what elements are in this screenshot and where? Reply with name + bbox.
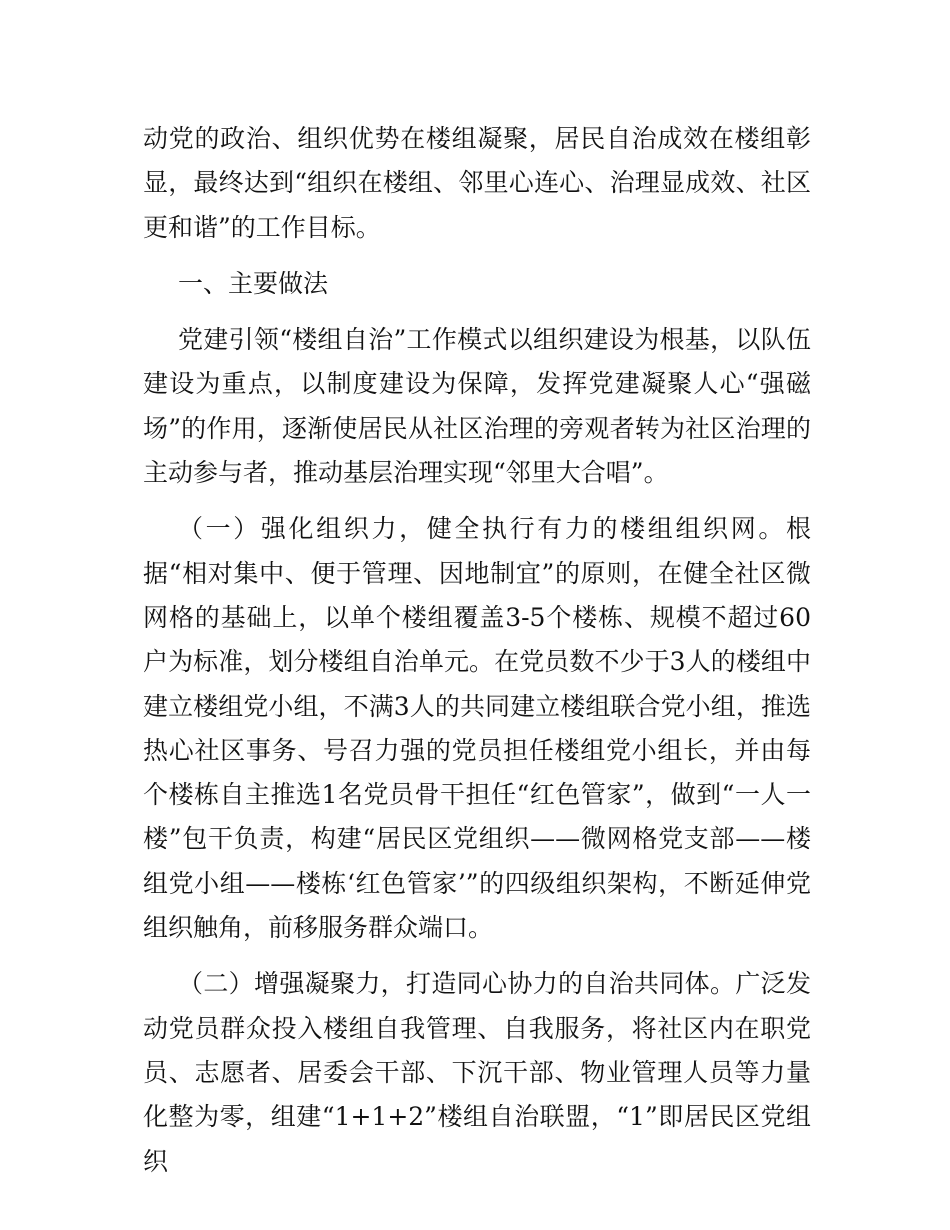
section-heading: 一、主要做法 (178, 268, 329, 298)
paragraph-organization: （一）强化组织力，健全执行有力的楼组组织网。根据“相对集中、便于管理、因地制宜”的原则，在健全社区微网格的基础上，以单个楼组覆盖3-5个楼栋、规模不超过60户为标准，划分楼组自治单元。在党员数不少于3人的楼组中建立楼组党小组，不满3人的共同建立楼组联合党小组，推选热心社区事务、号召力强的党员担任楼组党小组长，并由每个楼栋自主推选1名党员骨干担任“红色管家”，做到“一人一楼”包干负责，构建“居民区党组织——微网格党支部——楼组党小组——楼栋‘红色管家’”的四级组织架构，不断延伸党组织触角，前移服务群众端口。 (143, 514, 811, 943)
paragraph-continuation: 动党的政治、组织优势在楼组凝聚，居民自治成效在楼组彰显，最终达到“组织在楼组、邻里心连心、治理显成效、社区更和谐”的工作目标。 (143, 124, 811, 242)
paragraph-intro: 党建引领“楼组自治”工作模式以组织建设为根基，以队伍建设为重点，以制度建设为保障，发挥党建凝聚人心“强磁场”的作用，逐渐使居民从社区治理的旁观者转为社区治理的主动参与者，推动基层治理实现“邻里大合唱”。 (143, 325, 811, 488)
document-body (143, 117, 811, 1184)
paragraph-cohesion: （二）增强凝聚力，打造同心协力的自治共同体。广泛发动党员群众投入楼组自我管理、自我服务，将社区内在职党员、志愿者、居委会干部、下沉干部、物业管理人员等力量化整为零，组建“1+1+2”楼组自治联盟，“1”即居民区党组织 (143, 969, 811, 1176)
